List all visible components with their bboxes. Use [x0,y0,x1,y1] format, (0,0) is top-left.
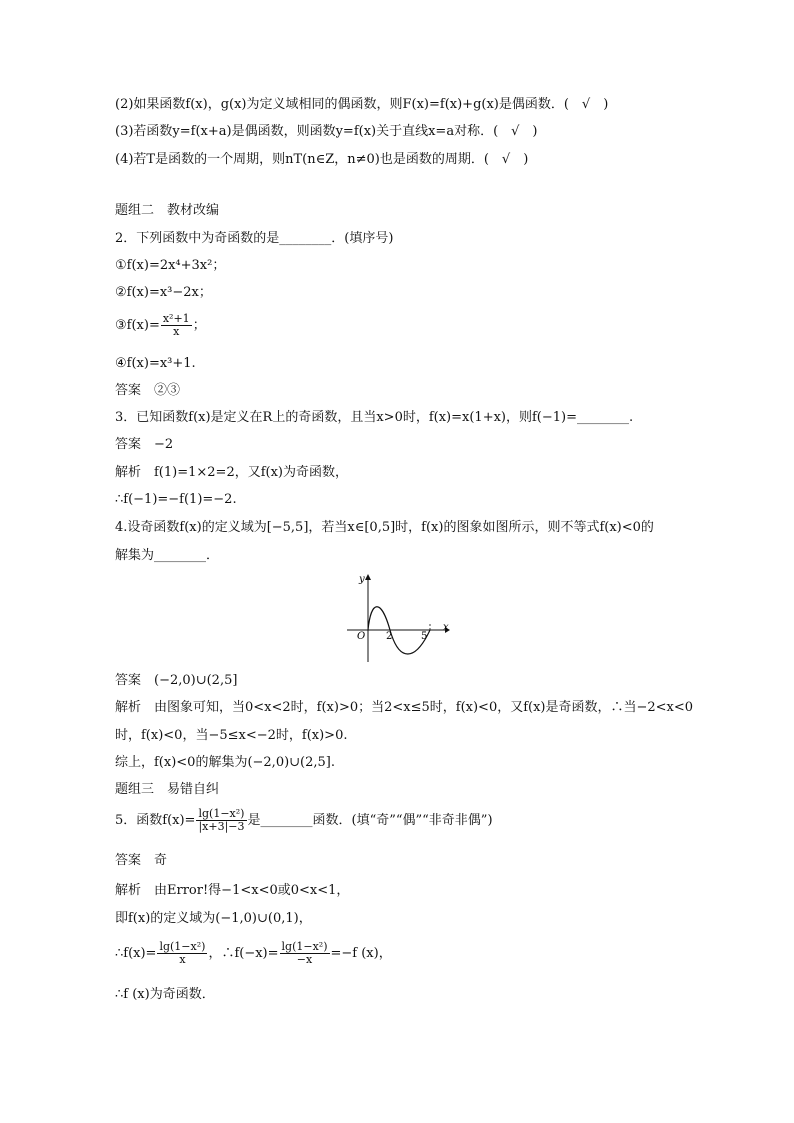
option-3 [115,313,206,338]
x-label: x [443,622,449,633]
origin-label: O [357,631,366,642]
line-q1-3: (3)若函数y=f(x+a)是偶函数，则函数y=f(x)关于直线x=a对称．( √ ) [115,124,538,139]
question-5-numerator: lg(1−x²) [198,807,245,820]
question-2: 2．下列函数中为奇函数的是________．(填序号) [115,231,394,246]
answer-2: 答案 ②③ [115,383,181,398]
option-3-numerator: x²+1 [162,312,190,325]
group-heading-3: 题组三 易错自纠 [115,782,220,797]
y-label: y [359,574,365,585]
group-heading-2: 题组二 教材改编 [115,203,220,218]
explanation-4c: 综上，f(x)<0的解集为(−2,0)∪(2,5]. [115,755,336,770]
explanation-4b: 时，f(x)<0，当−5≤x<−2时，f(x)>0. [115,728,348,743]
question-5-fraction [196,808,246,833]
explanation-3a: 解析 f(1)=1×2=2，又f(x)为奇函数， [115,465,349,480]
question-5-denominator: |x+3|−3 [198,820,245,833]
explanation-5c [115,941,392,966]
explanation-5d: ∴f (x)为奇函数． [115,987,215,1002]
explanation-5c-part2: ，∴f(−x)= [208,946,279,961]
explanation-5b: 即f(x)的定义域为(−1,0)∪(0,1)， [115,911,312,926]
function-graph [335,570,455,665]
option-4: ④f(x)=x³+1. [115,356,196,371]
line-q1-2: (2)如果函数f(x)，g(x)为定义域相同的偶函数，则F(x)=f(x)+g(x)是偶函数．( √ ) [115,97,609,112]
explanation-5c-fraction2 [280,941,330,966]
explanation-3b: ∴f(−1)=−f(1)=−2. [115,492,237,507]
fraction2-denominator: −x [280,953,330,966]
option-3-suffix: ； [192,318,206,333]
question-5-suffix: 是________函数．(填“奇”“偶”“非奇非偶”) [247,813,493,828]
option-3-prefix: ③f(x)= [115,318,160,333]
explanation-4a: 解析 由图象可知，当0<x<2时，f(x)>0；当2<x≤5时，f(x)<0，又f(x)是奇函数，∴当−2<x<0 [115,700,694,715]
question-4a: 4.设奇函数f(x)的定义域为[−5,5]，若当x∈[0,5]时，f(x)的图象如图所示，则不等式f(x)<0的 [115,520,654,535]
tick-5-label: 5 [421,631,428,642]
explanation-5a: 解析 由Error!得−1<x<0或0<x<1， [115,883,350,898]
question-5-prefix: 5．函数f(x)= [115,813,196,828]
question-4b: 解集为________． [115,548,220,563]
explanation-5c-fraction1 [157,941,207,966]
option-2: ②f(x)=x³−2x； [115,285,212,300]
question-3: 3．已知函数f(x)是定义在R上的奇函数，且当x>0时，f(x)=x(1+x)，则f(−1)=________. [115,410,634,425]
option-3-fraction [161,313,192,338]
option-3-denominator: x [161,325,192,338]
tick-2-label: 2 [386,631,393,642]
option-1: ①f(x)=2x⁴+3x²； [115,258,226,273]
answer-3: 答案 −2 [115,437,174,452]
answer-5: 答案 奇 [115,853,168,868]
line-q1-4: (4)若T是函数的一个周期，则nT(n∈Z，n≠0)也是函数的周期．( √ ) [115,152,529,167]
fraction2-numerator: lg(1−x²) [281,940,328,953]
answer-4: 答案 (−2,0)∪(2,5] [115,673,238,688]
explanation-5c-part3: =−f (x)， [330,946,392,961]
explanation-5c-part1: ∴f(x)= [115,946,157,961]
fraction1-denominator: x [157,953,207,966]
question-5 [115,808,493,833]
y-axis-arrow [365,574,371,580]
fraction1-numerator: lg(1−x²) [159,940,206,953]
